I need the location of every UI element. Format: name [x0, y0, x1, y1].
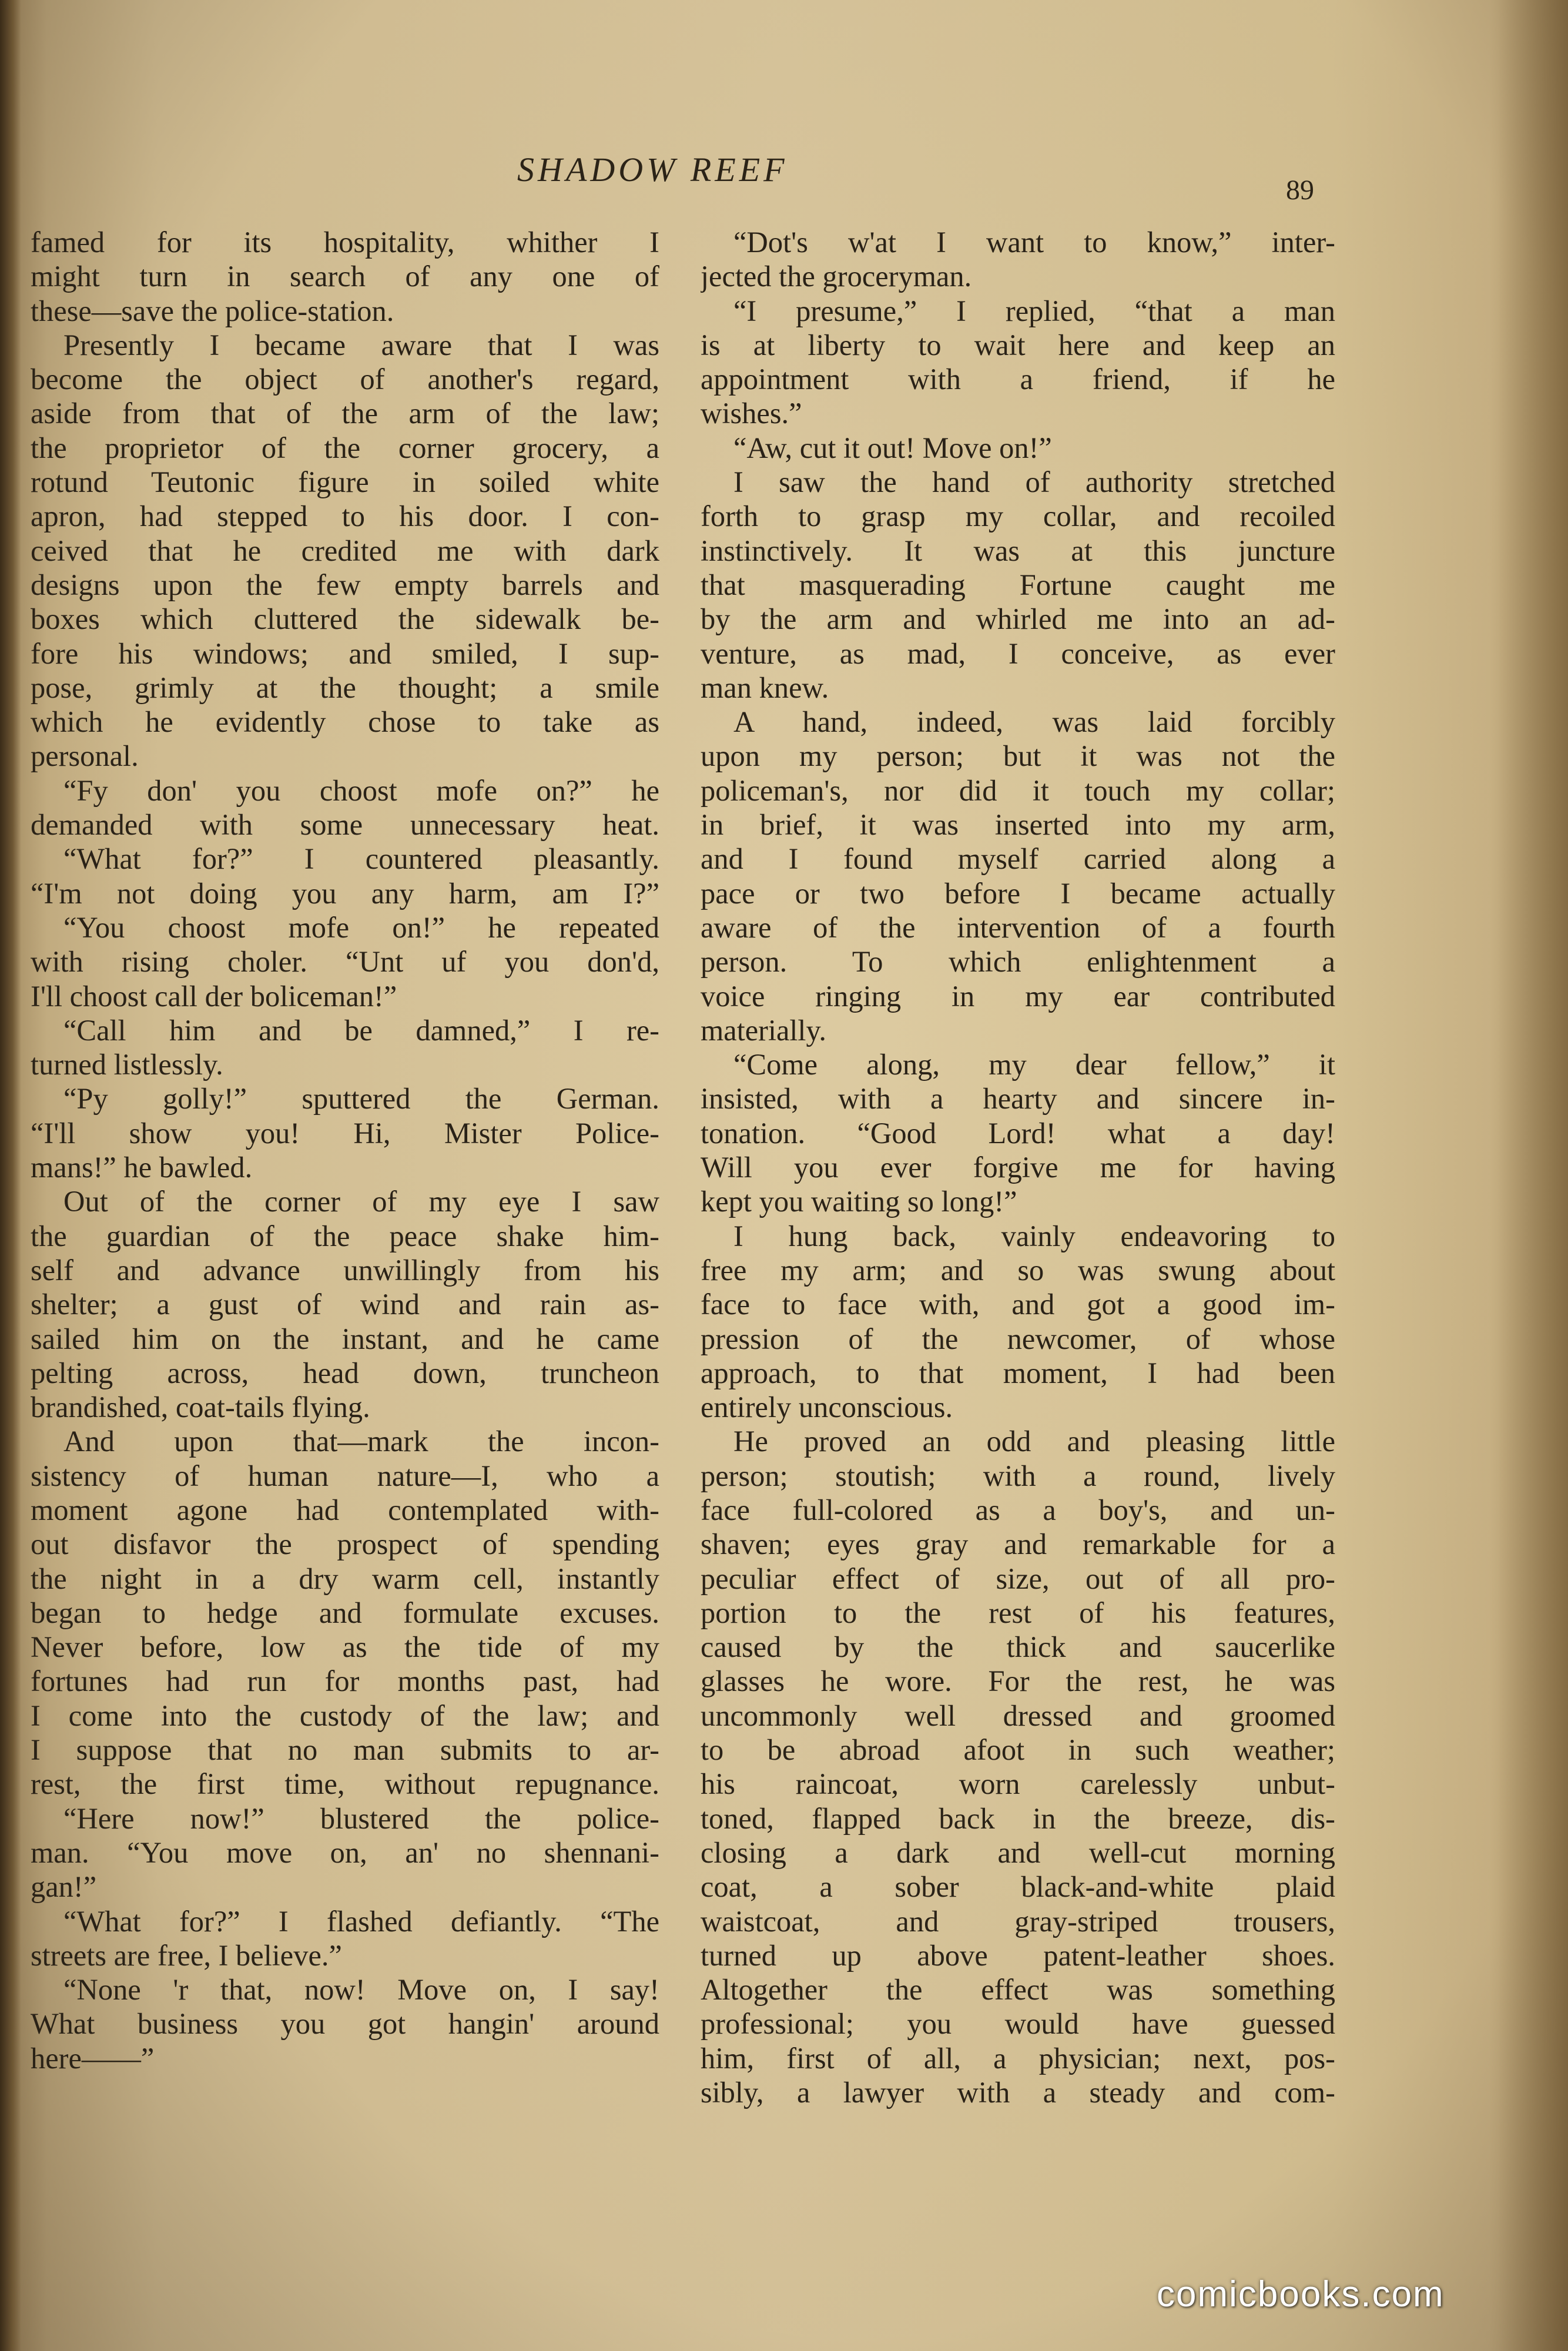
text-line: ceived that he credited me with dark [31, 534, 659, 567]
text-line: famed for its hospitality, whither I [31, 226, 659, 259]
text-line: And upon that—mark the incon- [63, 1425, 659, 1458]
text-line: and I found myself carried along a [701, 842, 1335, 876]
text-line: sailed him on the instant, and he came [31, 1322, 659, 1355]
text-line: shelter; a gust of wind and rain as- [31, 1288, 659, 1321]
text-line: brandished, coat-tails flying. [31, 1391, 370, 1424]
text-line: which he evidently chose to take as [31, 705, 659, 739]
text-line: pace or two before I became actually [701, 876, 1335, 910]
text-line: face full-colored as a boy's, and un- [701, 1493, 1335, 1526]
text-line: person; stoutish; with a round, lively [701, 1459, 1335, 1492]
text-line: to be abroad afoot in such weather; [701, 1733, 1335, 1767]
text-line: person. To which enlightenment a [701, 945, 1335, 979]
text-line: is at liberty to wait here and keep an [701, 328, 1335, 361]
text-line: I come into the custody of the law; and [31, 1699, 659, 1732]
text-line: man knew. [701, 671, 829, 704]
text-line: tonation. “Good Lord! what a day! [701, 1116, 1335, 1150]
text-line: gan!” [31, 1870, 97, 1904]
text-line: “I'm not doing you any harm, am I?” [31, 876, 659, 910]
page-edge-shadow [1497, 0, 1568, 2351]
text-line: the guardian of the peace shake him- [31, 1219, 659, 1252]
text-line: moment agone had contemplated with- [31, 1493, 659, 1526]
text-line: Will you ever forgive me for having [701, 1151, 1335, 1184]
text-line: “Here now!” blustered the police- [63, 1801, 659, 1835]
text-line: materially. [701, 1013, 827, 1047]
text-line: entirely unconscious. [701, 1391, 953, 1424]
text-line: “Py golly!” sputtered the German. [63, 1082, 659, 1116]
text-line: become the object of another's regard, [31, 363, 659, 396]
text-line: I hung back, vainly endeavoring to [733, 1219, 1335, 1252]
text-line: sistency of human nature—I, who a [31, 1459, 659, 1492]
text-line: What business you got hangin' around [31, 2007, 659, 2041]
text-line: man. “You move on, an' no shennani- [31, 1836, 659, 1869]
text-line: fortunes had run for months past, had [31, 1665, 659, 1698]
text-line: I'll choost call der boliceman!” [31, 979, 397, 1013]
text-line: shaven; eyes gray and remarkable for a [701, 1528, 1335, 1561]
text-line: approach, to that moment, I had been [701, 1356, 1335, 1389]
text-line: “Call him and be damned,” I re- [63, 1013, 659, 1047]
text-line: venture, as mad, I conceive, as ever [701, 637, 1335, 670]
running-head: SHADOW REEF [517, 150, 788, 189]
right-text-column [701, 225, 1335, 2109]
text-line: self and advance unwillingly from his [31, 1253, 659, 1287]
text-line: his raincoat, worn carelessly unbut- [701, 1767, 1335, 1801]
text-line: turned up above patent-leather shoes. [701, 1938, 1335, 1972]
text-line: aware of the intervention of a fourth [701, 910, 1335, 944]
text-line: insisted, with a hearty and sincere in- [701, 1082, 1335, 1116]
text-line: him, first of all, a physician; next, pos- [701, 2041, 1335, 2075]
text-line: pression of the newcomer, of whose [701, 1322, 1335, 1355]
text-line: upon my person; but it was not the [701, 739, 1335, 773]
text-line: boxes which cluttered the sidewalk be- [31, 602, 659, 636]
text-line: fore his windows; and smiled, I sup- [31, 637, 659, 670]
text-line: streets are free, I believe.” [31, 1938, 342, 1972]
text-line: peculiar effect of size, out of all pro- [701, 1562, 1335, 1595]
text-line: rotund Teutonic figure in soiled white [31, 465, 659, 499]
text-line: instinctively. It was at this juncture [701, 534, 1335, 567]
text-line: aside from that of the arm of the law; [31, 397, 659, 430]
text-line: “What for?” I flashed defiantly. “The [63, 1904, 659, 1938]
text-line: Presently I became aware that I was [63, 328, 659, 361]
text-line: by the arm and whirled me into an ad- [701, 602, 1335, 636]
text-line: in brief, it was inserted into my arm, [701, 808, 1335, 842]
text-line: out disfavor the prospect of spending [31, 1528, 659, 1561]
text-line: “I'll show you! Hi, Mister Police- [31, 1116, 659, 1150]
text-line: that masquerading Fortune caught me [701, 568, 1335, 601]
text-line: personal. [31, 739, 139, 773]
text-line: with rising choler. “Unt uf you don'd, [31, 945, 659, 979]
text-line: sibly, a lawyer with a steady and com- [701, 2076, 1335, 2109]
text-line: these—save the police-station. [31, 294, 394, 327]
text-line: Altogether the effect was something [701, 1973, 1335, 2007]
text-line: professional; you would have guessed [701, 2007, 1335, 2041]
text-line: wishes.” [701, 397, 802, 430]
text-line: “I presume,” I replied, “that a man [733, 294, 1335, 327]
text-line: the proprietor of the corner grocery, a [31, 431, 659, 464]
text-line: pelting across, head down, truncheon [31, 1356, 659, 1389]
text-line: portion to the rest of his features, [701, 1596, 1335, 1629]
text-line: toned, flapped back in the breeze, dis- [701, 1801, 1335, 1835]
text-line: appointment with a friend, if he [701, 363, 1335, 396]
text-line: “You choost mofe on!” he repeated [63, 910, 659, 944]
text-line: I saw the hand of authority stretched [733, 465, 1335, 499]
text-line: “Dot's w'at I want to know,” inter- [733, 226, 1335, 259]
text-line: turned listlessly. [31, 1048, 223, 1081]
text-line: forth to grasp my collar, and recoiled [701, 500, 1335, 533]
page-spine-shadow [0, 0, 21, 2351]
text-line: demanded with some unnecessary heat. [31, 808, 659, 842]
text-line: rest, the first time, without repugnance. [31, 1767, 659, 1801]
text-line: coat, a sober black-and-white plaid [701, 1870, 1335, 1904]
text-line: pose, grimly at the thought; a smile [31, 671, 659, 704]
text-line: the night in a dry warm cell, instantly [31, 1562, 659, 1595]
text-line: policeman's, nor did it touch my collar; [701, 773, 1335, 807]
text-line: mans!” he bawled. [31, 1151, 253, 1184]
text-line: Out of the corner of my eye I saw [63, 1185, 659, 1218]
text-line: “Come along, my dear fellow,” it [733, 1048, 1335, 1081]
text-line: jected the groceryman. [701, 260, 972, 293]
text-line: closing a dark and well-cut morning [701, 1836, 1335, 1869]
text-line: waistcoat, and gray-striped trousers, [701, 1904, 1335, 1938]
text-line: voice ringing in my ear contributed [701, 979, 1335, 1013]
text-line: began to hedge and formulate excuses. [31, 1596, 659, 1629]
text-line: “None 'r that, now! Move on, I say! [63, 1973, 659, 2007]
text-line: caused by the thick and saucerlike [701, 1630, 1335, 1664]
text-line: designs upon the few empty barrels and [31, 568, 659, 601]
text-line: I suppose that no man submits to ar- [31, 1733, 659, 1767]
text-line: kept you waiting so long!” [701, 1185, 1017, 1218]
text-line: A hand, indeed, was laid forcibly [733, 705, 1335, 739]
page-number: 89 [1286, 175, 1314, 206]
left-text-column [31, 225, 659, 2075]
text-line: glasses he wore. For the rest, he was [701, 1665, 1335, 1698]
text-line: uncommonly well dressed and groomed [701, 1699, 1335, 1732]
text-line: face to face with, and got a good im- [701, 1288, 1335, 1321]
text-line: “What for?” I countered pleasantly. [63, 842, 659, 876]
text-line: free my arm; and so was swung about [701, 1253, 1335, 1287]
text-line: “Aw, cut it out! Move on!” [733, 431, 1052, 464]
watermark: comicbooks.com [1157, 2274, 1445, 2315]
text-line: He proved an odd and pleasing little [733, 1425, 1335, 1458]
text-line: might turn in search of any one of [31, 260, 659, 293]
text-line: “Fy don' you choost mofe on?” he [63, 773, 659, 807]
text-line: apron, had stepped to his door. I con- [31, 500, 659, 533]
text-line: here——” [31, 2041, 155, 2075]
text-line: Never before, low as the tide of my [31, 1630, 659, 1664]
